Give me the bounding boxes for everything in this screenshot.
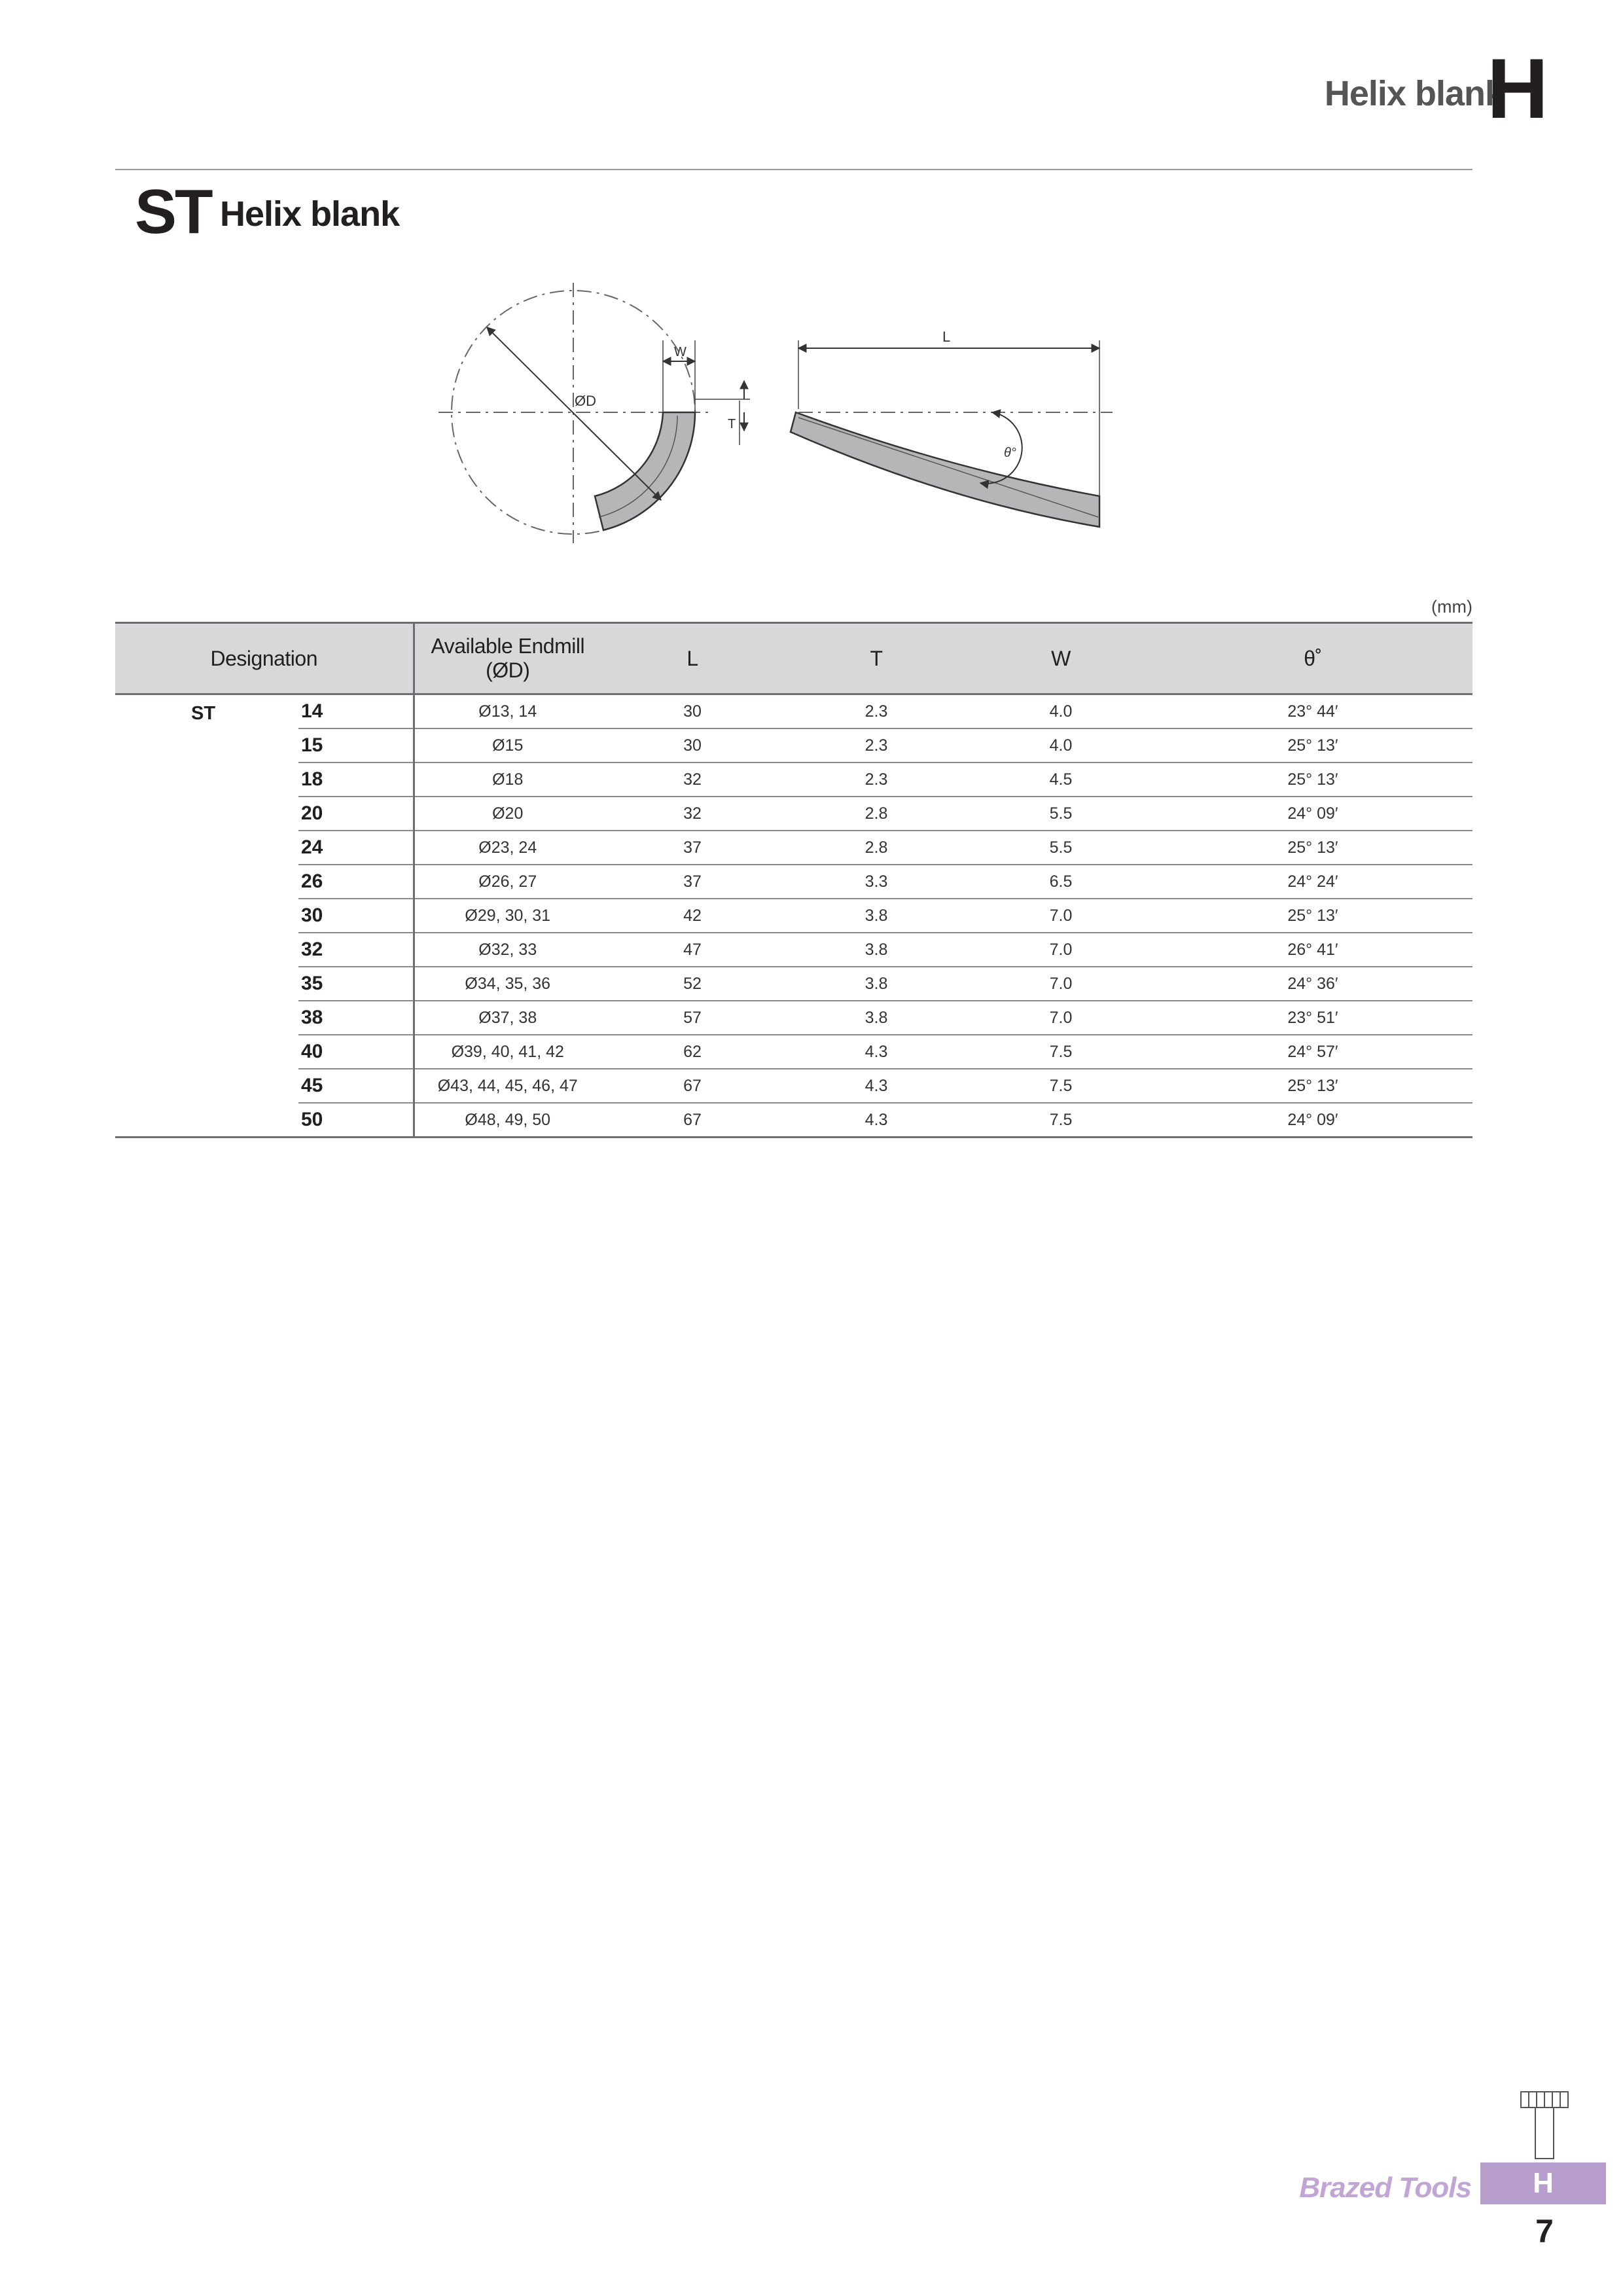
endmill-cell: Ø23, 24 [414, 831, 601, 865]
designation-size: 18 [298, 762, 414, 797]
l-cell: 42 [601, 899, 784, 933]
theta-cell: 24° 36′ [1153, 967, 1472, 1001]
table-row [115, 899, 1472, 933]
designation-size: 38 [298, 1001, 414, 1035]
t-cell: 2.8 [784, 831, 969, 865]
theta-cell: 25° 13′ [1153, 762, 1472, 797]
designation-size: 30 [298, 899, 414, 933]
l-cell: 57 [601, 1001, 784, 1035]
side-view [791, 329, 1113, 527]
thickness-label: T [728, 417, 736, 431]
t-cell: 3.8 [784, 967, 969, 1001]
table-row [115, 967, 1472, 1001]
l-cell: 32 [601, 762, 784, 797]
w-cell: 4.5 [969, 762, 1153, 797]
unit-label: (mm) [1431, 597, 1472, 617]
table-header-row [115, 623, 1472, 694]
theta-cell: 26° 41′ [1153, 933, 1472, 967]
l-cell: 37 [601, 865, 784, 899]
designation-size: 20 [298, 797, 414, 831]
designation-size: 26 [298, 865, 414, 899]
l-cell: 30 [601, 694, 784, 729]
l-cell: 30 [601, 728, 784, 762]
t-cell: 3.8 [784, 899, 969, 933]
theta-cell: 23° 44′ [1153, 694, 1472, 729]
l-cell: 67 [601, 1069, 784, 1103]
helix-blank-drawing [432, 275, 1126, 550]
designation-size: 14 [298, 694, 414, 729]
diameter-label: ØD [575, 393, 596, 409]
footer-category-label: Brazed Tools [1299, 2172, 1471, 2204]
table-row [115, 1103, 1472, 1138]
l-cell: 32 [601, 797, 784, 831]
designation-size: 50 [298, 1103, 414, 1138]
l-cell: 37 [601, 831, 784, 865]
w-cell: 7.0 [969, 899, 1153, 933]
t-cell: 4.3 [784, 1069, 969, 1103]
designation-size: 15 [298, 728, 414, 762]
header-title: Helix blank [1324, 74, 1504, 113]
w-cell: 7.0 [969, 933, 1153, 967]
t-cell: 2.3 [784, 762, 969, 797]
endmill-cell: Ø32, 33 [414, 933, 601, 967]
designation-size: 40 [298, 1035, 414, 1069]
t-cell: 2.8 [784, 797, 969, 831]
w-cell: 7.0 [969, 967, 1153, 1001]
w-cell: 7.5 [969, 1103, 1153, 1138]
t-cell: 3.3 [784, 865, 969, 899]
col-header-theta: θ˚ [1153, 623, 1472, 694]
table-row [115, 865, 1472, 899]
page-number: 7 [1535, 2213, 1554, 2250]
table-row [115, 797, 1472, 831]
table-row [115, 831, 1472, 865]
angle-label: θ° [1004, 446, 1016, 460]
spec-table [115, 622, 1472, 1138]
table-row [115, 1035, 1472, 1069]
endmill-cell: Ø48, 49, 50 [414, 1103, 601, 1138]
endmill-cell: Ø37, 38 [414, 1001, 601, 1035]
endmill-cell: Ø13, 14 [414, 694, 601, 729]
section-title: Helix blank [220, 194, 400, 234]
w-cell: 6.5 [969, 865, 1153, 899]
width-label: W [674, 345, 687, 359]
table-row [115, 728, 1472, 762]
col-header-t: T [784, 623, 969, 694]
col-header-l: L [601, 623, 784, 694]
endmill-cell: Ø20 [414, 797, 601, 831]
designation-size: 24 [298, 831, 414, 865]
endmill-cell: Ø39, 40, 41, 42 [414, 1035, 601, 1069]
footer-section-tab [1480, 2162, 1606, 2204]
t-cell: 4.3 [784, 1035, 969, 1069]
table-body [115, 694, 1472, 1138]
end-view [438, 283, 750, 543]
theta-cell: 24° 57′ [1153, 1035, 1472, 1069]
endmill-cell: Ø26, 27 [414, 865, 601, 899]
designation-size: 45 [298, 1069, 414, 1103]
endmill-cell: Ø34, 35, 36 [414, 967, 601, 1001]
col-header-designation: Designation [115, 623, 414, 694]
w-cell: 4.0 [969, 694, 1153, 729]
footer-section-letter: H [1533, 2167, 1554, 2199]
theta-cell: 23° 51′ [1153, 1001, 1472, 1035]
col-header-w: W [969, 623, 1153, 694]
l-cell: 47 [601, 933, 784, 967]
header-divider [115, 169, 1472, 170]
theta-cell: 24° 09′ [1153, 1103, 1472, 1138]
w-cell: 4.0 [969, 728, 1153, 762]
endmill-tool-icon [1518, 2089, 1571, 2161]
theta-cell: 25° 13′ [1153, 1069, 1472, 1103]
theta-cell: 24° 09′ [1153, 797, 1472, 831]
w-cell: 7.0 [969, 1001, 1153, 1035]
section-code: ST [135, 177, 211, 247]
l-cell: 67 [601, 1103, 784, 1138]
length-label: L [942, 329, 951, 345]
endmill-cell: Ø18 [414, 762, 601, 797]
t-cell: 4.3 [784, 1103, 969, 1138]
w-cell: 5.5 [969, 797, 1153, 831]
l-cell: 52 [601, 967, 784, 1001]
table-row [115, 694, 1472, 729]
endmill-cell: Ø29, 30, 31 [414, 899, 601, 933]
designation-size: 32 [298, 933, 414, 967]
table-row [115, 762, 1472, 797]
theta-cell: 25° 13′ [1153, 899, 1472, 933]
header-letter: H [1487, 41, 1548, 136]
t-cell: 3.8 [784, 1001, 969, 1035]
theta-cell: 25° 13′ [1153, 728, 1472, 762]
l-cell: 62 [601, 1035, 784, 1069]
col-header-endmill: Available Endmill (ØD) [414, 623, 601, 694]
theta-cell: 25° 13′ [1153, 831, 1472, 865]
designation-code: ST [115, 694, 298, 1138]
table-row [115, 933, 1472, 967]
designation-size: 35 [298, 967, 414, 1001]
table-row [115, 1001, 1472, 1035]
table-row [115, 1069, 1472, 1103]
t-cell: 2.3 [784, 694, 969, 729]
t-cell: 2.3 [784, 728, 969, 762]
endmill-cell: Ø43, 44, 45, 46, 47 [414, 1069, 601, 1103]
t-cell: 3.8 [784, 933, 969, 967]
w-cell: 5.5 [969, 831, 1153, 865]
w-cell: 7.5 [969, 1035, 1153, 1069]
theta-cell: 24° 24′ [1153, 865, 1472, 899]
w-cell: 7.5 [969, 1069, 1153, 1103]
endmill-cell: Ø15 [414, 728, 601, 762]
